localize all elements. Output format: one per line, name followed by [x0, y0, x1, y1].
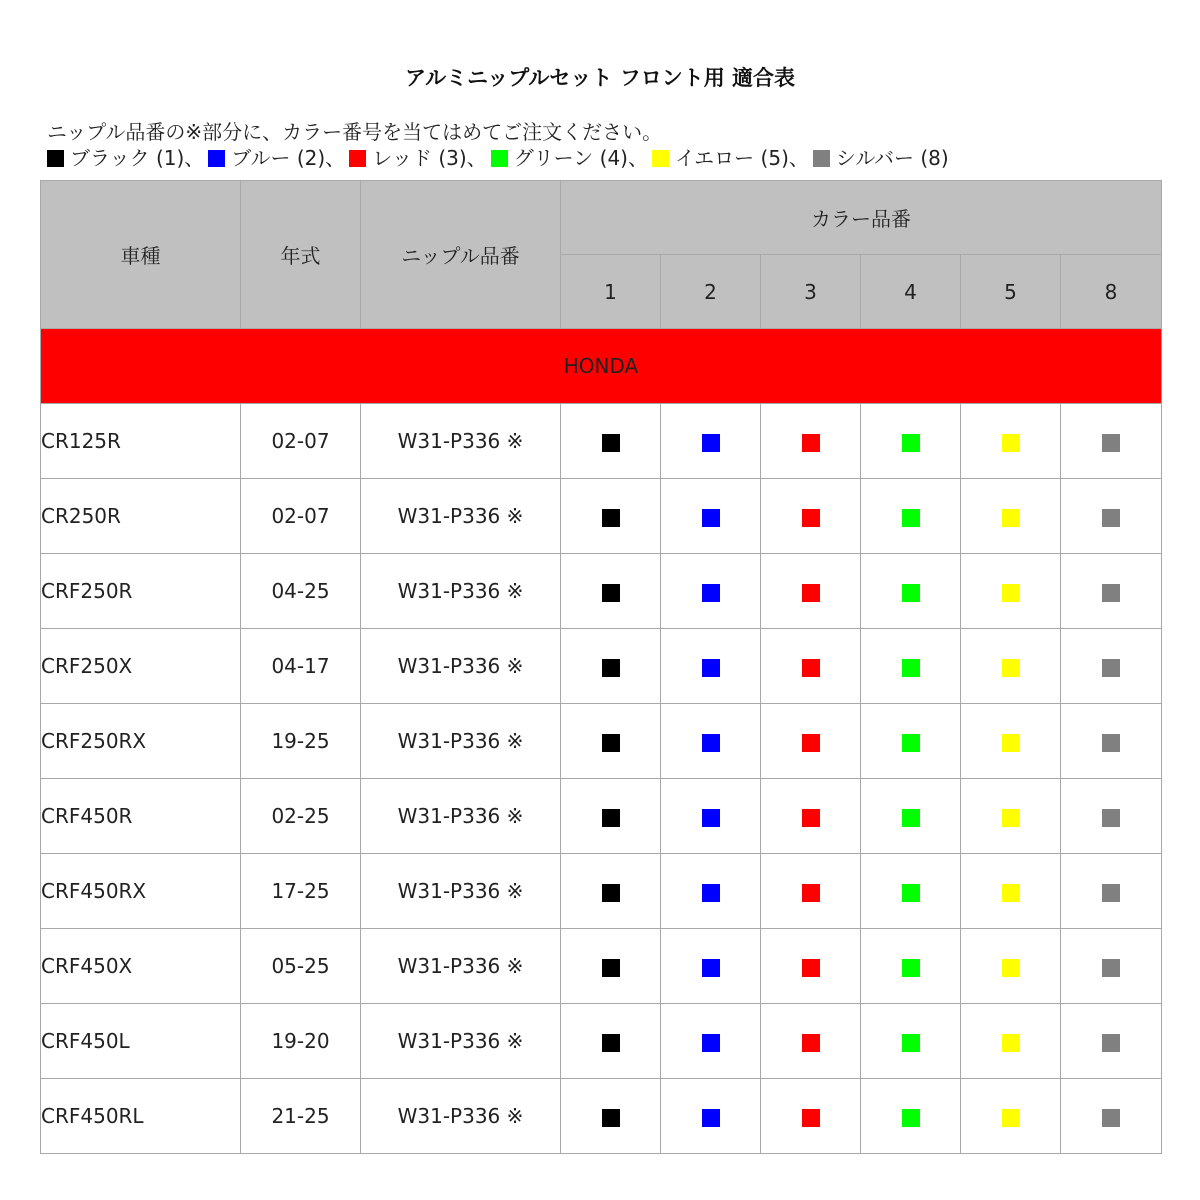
color-cell [661, 554, 761, 629]
legend-item [652, 145, 809, 171]
legend-swatch [813, 150, 830, 167]
color-cell [561, 704, 661, 779]
color-swatch [702, 509, 720, 527]
table-row [41, 704, 1162, 779]
color-cell [561, 1079, 661, 1154]
color-swatch [1002, 959, 1020, 977]
table-row [41, 1004, 1162, 1079]
color-cell [961, 854, 1061, 929]
color-cell [1061, 1079, 1162, 1154]
part-number-cell: W31-P336 ※ [361, 1079, 561, 1154]
year-cell: 04-17 [241, 629, 361, 704]
table-row [41, 404, 1162, 479]
color-swatch [702, 1109, 720, 1127]
color-cell [661, 779, 761, 854]
color-cell [561, 854, 661, 929]
table-row [41, 629, 1162, 704]
color-cell [861, 1004, 961, 1079]
header-color-code: 4 [861, 255, 961, 329]
color-cell [861, 779, 961, 854]
color-swatch [1102, 734, 1120, 752]
color-cell [661, 704, 761, 779]
color-cell [861, 854, 961, 929]
color-swatch [1102, 659, 1120, 677]
color-swatch [602, 734, 620, 752]
year-cell: 19-25 [241, 704, 361, 779]
color-cell [1061, 704, 1162, 779]
color-cell [661, 479, 761, 554]
color-swatch [1002, 1034, 1020, 1052]
legend-swatch [652, 150, 669, 167]
part-number-cell: W31-P336 ※ [361, 629, 561, 704]
color-cell [961, 1004, 1061, 1079]
color-swatch [1002, 659, 1020, 677]
year-cell: 04-25 [241, 554, 361, 629]
color-cell [961, 479, 1061, 554]
color-cell [961, 929, 1061, 1004]
legend-label: ブラック (1)、 [70, 146, 205, 170]
color-cell [1061, 629, 1162, 704]
header-color-code-group: カラー品番 [561, 181, 1162, 255]
color-swatch [602, 809, 620, 827]
color-swatch [802, 884, 820, 902]
color-cell [761, 629, 861, 704]
fitment-table [40, 180, 1162, 1154]
color-swatch [1102, 1034, 1120, 1052]
legend-swatch [491, 150, 508, 167]
color-swatch [602, 509, 620, 527]
color-swatch [1102, 809, 1120, 827]
page-title: アルミニップルセット フロント用 適合表 [404, 66, 796, 90]
color-swatch [602, 1034, 620, 1052]
model-cell: CRF450L [41, 1004, 241, 1079]
color-swatch [902, 959, 920, 977]
year-cell: 21-25 [241, 1079, 361, 1154]
color-cell [761, 479, 861, 554]
color-swatch [802, 659, 820, 677]
color-swatch [902, 1109, 920, 1127]
color-cell [961, 704, 1061, 779]
part-number-cell: W31-P336 ※ [361, 779, 561, 854]
color-swatch [902, 509, 920, 527]
color-swatch [1002, 734, 1020, 752]
table-row [41, 554, 1162, 629]
color-cell [661, 929, 761, 1004]
color-swatch [802, 959, 820, 977]
color-swatch [602, 434, 620, 452]
color-cell [861, 404, 961, 479]
legend-item [47, 145, 204, 171]
color-cell [561, 404, 661, 479]
model-cell: CRF250X [41, 629, 241, 704]
year-cell: 02-07 [241, 404, 361, 479]
legend-swatch [208, 150, 225, 167]
color-cell [1061, 479, 1162, 554]
legend-label: レッド (3)、 [372, 146, 487, 170]
color-cell [761, 779, 861, 854]
model-cell: CRF450R [41, 779, 241, 854]
color-swatch [1102, 584, 1120, 602]
color-swatch [1102, 959, 1120, 977]
color-swatch [1102, 1109, 1120, 1127]
color-swatch [702, 584, 720, 602]
color-swatch [802, 734, 820, 752]
color-swatch [902, 434, 920, 452]
year-cell: 02-07 [241, 479, 361, 554]
model-cell: CRF450X [41, 929, 241, 1004]
color-cell [561, 1004, 661, 1079]
color-cell [1061, 854, 1162, 929]
color-swatch [1002, 809, 1020, 827]
part-number-cell: W31-P336 ※ [361, 1004, 561, 1079]
color-cell [861, 629, 961, 704]
part-number-cell: W31-P336 ※ [361, 554, 561, 629]
color-cell [961, 779, 1061, 854]
color-swatch [702, 659, 720, 677]
color-cell [761, 1004, 861, 1079]
color-cell [961, 1079, 1061, 1154]
part-number-cell: W31-P336 ※ [361, 704, 561, 779]
color-swatch [1002, 434, 1020, 452]
color-swatch [1102, 434, 1120, 452]
legend-label: グリーン (4)、 [513, 146, 648, 170]
part-number-cell: W31-P336 ※ [361, 929, 561, 1004]
color-swatch [902, 1034, 920, 1052]
header-year: 年式 [241, 181, 361, 329]
color-cell [1061, 929, 1162, 1004]
header-color-code: 8 [1061, 255, 1162, 329]
color-swatch [702, 434, 720, 452]
color-cell [561, 779, 661, 854]
color-swatch [702, 884, 720, 902]
legend-item [813, 145, 949, 171]
order-instruction: ニップル品番の※部分に、カラー番号を当てはめてご注文ください。 [47, 120, 663, 144]
color-swatch [902, 884, 920, 902]
year-cell: 19-20 [241, 1004, 361, 1079]
model-cell: CR250R [41, 479, 241, 554]
color-swatch [802, 434, 820, 452]
header-color-code: 3 [761, 255, 861, 329]
color-cell [761, 404, 861, 479]
color-swatch [902, 584, 920, 602]
color-swatch [802, 1034, 820, 1052]
table-row [41, 479, 1162, 554]
header-color-code: 1 [561, 255, 661, 329]
color-cell [961, 404, 1061, 479]
header-color-code: 5 [961, 255, 1061, 329]
color-swatch [602, 884, 620, 902]
color-cell [1061, 779, 1162, 854]
color-swatch [702, 734, 720, 752]
legend-item [349, 145, 487, 171]
color-cell [661, 1004, 761, 1079]
color-swatch [902, 734, 920, 752]
color-cell [861, 1079, 961, 1154]
model-cell: CRF450RL [41, 1079, 241, 1154]
color-swatch [902, 809, 920, 827]
color-cell [861, 479, 961, 554]
legend-swatch [47, 150, 64, 167]
legend-item [491, 145, 648, 171]
color-cell [1061, 404, 1162, 479]
year-cell: 02-25 [241, 779, 361, 854]
color-cell [661, 404, 761, 479]
color-swatch [1102, 884, 1120, 902]
color-swatch [1002, 509, 1020, 527]
table-row [41, 929, 1162, 1004]
model-cell: CR125R [41, 404, 241, 479]
color-cell [561, 554, 661, 629]
color-cell [1061, 1004, 1162, 1079]
legend-label: ブルー (2)、 [231, 146, 346, 170]
table-row [41, 854, 1162, 929]
part-number-cell: W31-P336 ※ [361, 404, 561, 479]
color-cell [661, 1079, 761, 1154]
color-cell [561, 929, 661, 1004]
color-cell [961, 629, 1061, 704]
legend-swatch [349, 150, 366, 167]
part-number-cell: W31-P336 ※ [361, 479, 561, 554]
color-cell [761, 854, 861, 929]
table-row [41, 1079, 1162, 1154]
color-cell [761, 929, 861, 1004]
color-swatch [702, 959, 720, 977]
legend-label: イエロー (5)、 [674, 146, 809, 170]
part-number-cell: W31-P336 ※ [361, 854, 561, 929]
color-swatch [802, 1109, 820, 1127]
model-cell: CRF250RX [41, 704, 241, 779]
color-cell [861, 554, 961, 629]
color-swatch [702, 809, 720, 827]
year-cell: 05-25 [241, 929, 361, 1004]
color-swatch [1002, 884, 1020, 902]
color-cell [761, 704, 861, 779]
color-swatch [602, 584, 620, 602]
header-model: 車種 [41, 181, 241, 329]
color-swatch [802, 509, 820, 527]
color-cell [961, 554, 1061, 629]
legend-label: シルバー (8) [835, 146, 949, 170]
color-swatch [602, 1109, 620, 1127]
color-cell [561, 629, 661, 704]
color-cell [761, 554, 861, 629]
color-swatch [802, 809, 820, 827]
color-cell [861, 929, 961, 1004]
color-swatch [1002, 584, 1020, 602]
legend-item [208, 145, 345, 171]
color-swatch [702, 1034, 720, 1052]
color-swatch [602, 959, 620, 977]
color-cell [861, 704, 961, 779]
header-color-code: 2 [661, 255, 761, 329]
brand-row-honda: HONDA [41, 329, 1162, 404]
table-row [41, 779, 1162, 854]
header-part-number: ニップル品番 [361, 181, 561, 329]
color-cell [1061, 554, 1162, 629]
color-swatch [902, 659, 920, 677]
color-swatch [1102, 509, 1120, 527]
color-cell [761, 1079, 861, 1154]
color-swatch [602, 659, 620, 677]
model-cell: CRF450RX [41, 854, 241, 929]
color-cell [661, 854, 761, 929]
color-legend [47, 145, 953, 171]
color-swatch [1002, 1109, 1020, 1127]
model-cell: CRF250R [41, 554, 241, 629]
color-swatch [802, 584, 820, 602]
color-cell [661, 629, 761, 704]
year-cell: 17-25 [241, 854, 361, 929]
color-cell [561, 479, 661, 554]
